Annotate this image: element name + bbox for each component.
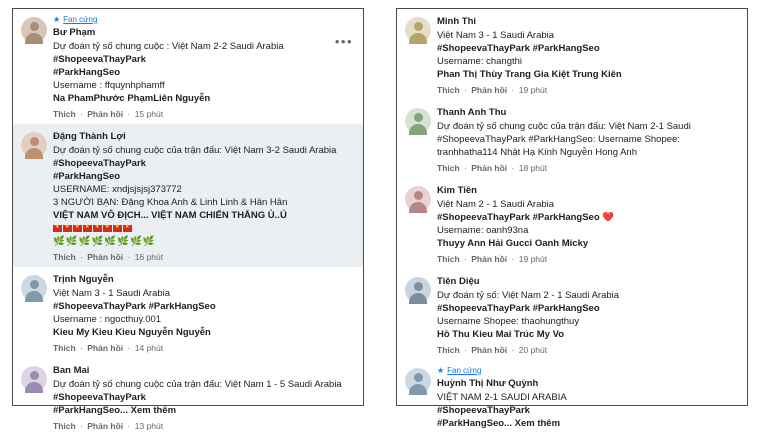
comment-line: #ShopeevaThayPark [53,158,146,169]
fan-badge [53,15,355,25]
comment-item[interactable] [397,100,747,178]
flag-icon [73,225,82,232]
comment-panel-right [396,8,748,429]
meta-separator: · [80,421,83,431]
comment-line: #ShopeevaThayPark #ParkHangSeo [437,43,600,54]
comment-author[interactable]: Huỳnh Thị Như Quỳnh [437,378,539,389]
comment-line: VIỆT NAM VÔ ĐỊCH... VIỆT NAM CHIẾN THẮNG Ủ..Ú [53,210,287,221]
comment-line: Username: oanh93na [437,225,529,236]
flag-icon [123,225,132,232]
timestamp[interactable]: 15 phút [134,109,164,119]
reply-action[interactable]: Phản hồi [87,421,124,431]
comment-author[interactable]: Minh Thi [437,16,477,27]
comment-line-see-more[interactable]: #ParkHangSeo... Xem thêm [437,418,561,429]
avatar[interactable] [405,368,431,394]
meta-separator: · [511,85,515,95]
timestamp[interactable]: 20 phút [518,345,548,355]
comment-line: Thuyy Ann Hải Gucci Oanh Micky [437,238,589,249]
comment-item[interactable] [13,358,363,436]
comment-line: tranhhatha114 Nhật Hạ Kính Nguyễn Hong Anh [437,147,637,158]
flag-icon [103,225,112,232]
comment-item[interactable] [13,124,363,267]
meta-separator: · [127,252,131,262]
avatar[interactable] [21,132,47,158]
comment-meta [53,420,355,432]
comment-meta [437,162,739,174]
reply-action[interactable]: Phản hồi [87,343,124,353]
comment-author[interactable]: Kim Tiền [437,185,477,196]
comment-body [437,366,739,430]
fan-badge-label: Fan cứng [63,15,98,24]
comment-meta [53,251,355,263]
avatar[interactable] [21,275,47,301]
comment-author[interactable]: Tiên Diệu [437,276,480,287]
comment-author[interactable]: Thanh Anh Thu [437,107,507,118]
timestamp[interactable]: 14 phút [134,343,164,353]
like-action[interactable]: Thích [53,109,76,119]
star-icon: ★ [437,366,445,375]
avatar[interactable] [405,17,431,43]
like-action[interactable]: Thích [437,254,460,264]
flag-icon [93,225,102,232]
meta-separator: · [511,345,515,355]
meta-separator: · [80,252,83,262]
meta-separator: · [511,163,515,173]
avatar[interactable] [405,108,431,134]
reply-action[interactable]: Phản hồi [87,109,124,119]
comment-line: #ShopeevaThayPark #ParkHangSeo [437,303,600,314]
meta-separator: · [127,421,131,431]
like-action[interactable]: Thích [437,345,460,355]
comment-item[interactable] [397,360,747,434]
comment-item[interactable] [397,9,747,100]
reply-action[interactable]: Phản hồi [471,254,508,264]
comment-meta [53,108,355,120]
comment-line: Dự đoán tỷ số chung cuộc của trận đấu: Việt Nam 1 - 5 Saudi Arabia [53,379,342,390]
comment-line: Việt Nam 2 - 1 Saudi Arabia [437,199,555,210]
comment-line: Username Shopee: thaohungthuy [437,316,580,327]
comment-body [53,15,355,120]
fan-badge-wrap [53,15,97,25]
comment-meta [437,344,739,356]
comment-line: Dự đoán tỷ số chung cuộc : Việt Nam 2-2 Saudi Arabia [53,41,284,52]
like-action[interactable]: Thích [53,252,76,262]
comment-body [437,106,739,174]
timestamp[interactable]: 19 phút [518,254,548,264]
comment-line: Phan Thị Thùy Trang Gia Kiệt Trung Kiên [437,69,622,80]
comment-line: #ShopeevaThayPark [437,405,530,416]
reply-action[interactable]: Phản hồi [471,163,508,173]
comment-author[interactable]: Bư Phạm [53,27,96,38]
timestamp[interactable]: 13 phút [134,421,164,431]
reply-action[interactable]: Phản hồi [471,345,508,355]
like-action[interactable]: Thích [53,421,76,431]
avatar[interactable] [405,277,431,303]
flag-icon [63,225,72,232]
comment-line: #ShopeevaThayPark [53,392,146,403]
comment-body [437,275,739,356]
meta-separator: · [127,109,131,119]
comment-meta [437,84,739,96]
comment-line: VIỆT NAM 2-1 SAUDI ARABIA [437,392,567,403]
comment-author[interactable]: Đặng Thành Lợi [53,131,126,142]
comment-item[interactable] [397,269,747,360]
timestamp[interactable]: 19 phút [518,85,548,95]
avatar[interactable] [21,366,47,392]
comment-line: Dự đoán tỷ số: Việt Nam 2 - 1 Saudi Arabia [437,290,620,301]
comment-author[interactable]: Ban Mai [53,365,90,376]
like-action[interactable]: Thích [437,163,460,173]
comment-body [53,130,355,263]
comment-item[interactable] [13,267,363,358]
timestamp[interactable]: 16 phút [134,252,164,262]
flag-icon [113,225,122,232]
flag-icon [53,225,62,232]
comment-item[interactable] [13,9,363,124]
reply-action[interactable]: Phản hồi [87,252,124,262]
comment-author[interactable]: Trịnh Nguyễn [53,274,114,285]
comment-line: Username : ngocthuy.001 [53,314,162,325]
comment-line: #ParkHangSeo [53,171,121,182]
meta-separator: · [127,343,131,353]
more-options-icon[interactable]: ••• [334,34,353,49]
like-action[interactable]: Thích [53,343,76,353]
comment-line: #ParkHangSeo [53,67,121,78]
comment-body [53,364,355,432]
avatar[interactable] [405,186,431,212]
fan-badge-wrap [437,366,481,376]
comment-emoji-row [53,222,355,235]
comment-body [437,15,739,96]
flag-icon [83,225,92,232]
comment-body [53,273,355,354]
comment-line: #ShopeevaThayPark [53,54,146,65]
meta-separator: · [464,85,467,95]
comment-line: #ShopeevaThayPark #ParkHangSeo ❤️ [437,212,615,223]
like-action[interactable]: Thích [437,85,460,95]
comment-line: Việt Nam 3 - 1 Saudi Arabia [437,30,555,41]
meta-separator: · [464,163,467,173]
reply-action[interactable]: Phản hồi [471,85,508,95]
comment-meta [53,342,355,354]
comment-line: #ShopeevaThayPark #ParkHangSeo [53,301,216,312]
avatar[interactable] [21,17,47,43]
comment-line: Dự đoán tỷ số chung cuộc của trận đấu: Việt Nam 3-2 Saudi Arabia [53,145,337,156]
comment-line: Dự đoán tỷ số chung cuộc của trận đấu: Việt Nam 2-1 Saudi [437,121,691,132]
comment-meta [437,253,739,265]
comment-line-see-more[interactable]: #ParkHangSeo... Xem thêm [53,405,177,416]
star-icon: ★ [53,15,61,24]
comment-line: Kieu My Kieu Kieu Nguyễn Nguyễn [53,327,211,338]
meta-separator: · [511,254,515,264]
meta-separator: · [464,345,467,355]
fan-badge-label: Fan cứng [447,366,482,375]
meta-separator: · [464,254,467,264]
fan-badge [437,366,739,376]
comment-line: Việt Nam 3 - 1 Saudi Arabia [53,288,171,299]
comment-line: Na PhamPhước PhạmLiên Nguyễn [53,93,211,104]
comment-emoji-row-2: 🌿🌿🌿🌿🌿🌿🌿🌿 [53,236,156,247]
comment-line: Username : ffquynhphamff [53,80,165,91]
comment-item[interactable] [397,178,747,269]
comment-line: 3 NGƯỜI BẠN: Đặng Khoa Anh & Linh Linh & Hân Hân [53,197,288,208]
comment-line: Hồ Thu Kieu Mai Trúc My Vo [437,329,565,340]
comment-body [437,184,739,265]
comment-line: USERNAME: xndjsjsjsj373772 [53,184,182,195]
meta-separator: · [80,343,83,353]
comment-line: #ShopeevaThayPark #ParkHangSeo: Username Shopee: [437,134,680,145]
timestamp[interactable]: 18 phút [518,163,548,173]
comment-line: Username: changthi [437,56,523,67]
meta-separator: · [80,109,83,119]
comment-panel-left [12,8,364,431]
